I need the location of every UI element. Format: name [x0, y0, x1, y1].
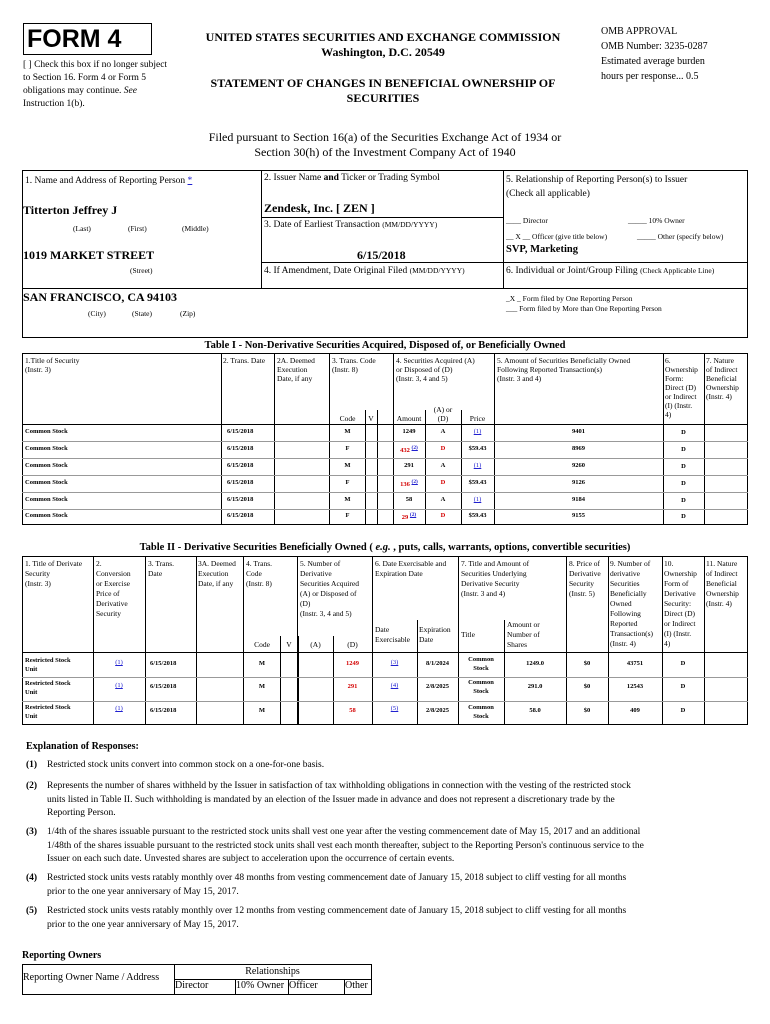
t2-exercisable-link[interactable]: (4) [390, 682, 399, 689]
filing-option-one[interactable]: _X _ Form filed by One Reporting Person [506, 294, 633, 303]
table-row [22, 493, 748, 509]
table-row [22, 425, 748, 441]
footnote-num: (5) [26, 906, 38, 916]
t2-date: 6/15/2018 [150, 683, 177, 690]
state-label: (State) [132, 309, 152, 318]
t1-footnote-link[interactable]: (2) [411, 445, 418, 451]
t1-amount: 1249 [402, 428, 416, 435]
director-header: Director [175, 980, 209, 991]
t1-owned: 8969 [572, 445, 585, 452]
t2-h4: 4. Trans. Code (Instr. 8) [246, 559, 273, 588]
t1-amount: 136 $^{(2)}$ [400, 479, 418, 489]
t1-date: 6/15/2018 [227, 445, 254, 452]
t1-ad: D [440, 479, 446, 486]
t2-disposed: 58 [349, 707, 356, 714]
t2-form: D [680, 660, 686, 667]
footnote-line: Issuer on each such date. Unvested shares are subject to acceleration upon the occurrence of certain events. [47, 854, 455, 864]
t2-h5: 5. Number of Derivative Securities Acquired (A) or Disposed of (D) (Instr. 3, 4 and 5) [300, 559, 359, 618]
t2-h6: 6. Date Exercisable and Expiration Date [375, 559, 447, 578]
table1-title: Table I - Non-Derivative Securities Acquired, Disposed of, or Beneficially Owned [204, 340, 566, 351]
t1-sub-price: Price [469, 414, 486, 423]
table-row [22, 653, 748, 677]
t1-price[interactable]: (1) [473, 496, 482, 503]
t2-price: $0 [583, 660, 591, 667]
t2-sub-amount: Amount or Number of Shares [507, 620, 540, 649]
ten-owner-header: 10% Owner [236, 980, 285, 991]
t1-h-code: 3. Trans. Code (Instr. 8) [332, 356, 376, 374]
zip-label: (Zip) [180, 309, 196, 318]
t2-expiration: 2/8/2025 [425, 707, 450, 714]
footnote-line: units listed in Table II. Such withholding is mandated by an election of the Issuer made in advance and does not represent a discretionary trade by the [47, 794, 615, 805]
t1-amount: 58 [405, 496, 413, 503]
relationship-label: 5. Relationship of Reporting Person(s) to Issuer (Check all applicable) [506, 175, 688, 199]
t1-owned: 9155 [572, 512, 585, 519]
t1-sub-amount: Amount [396, 414, 422, 423]
first-label: (First) [128, 224, 147, 233]
t2-sub-d: (D) [347, 640, 358, 649]
t1-ad: A [440, 462, 446, 469]
t1-form: D [681, 480, 686, 487]
t1-code: M [344, 496, 351, 503]
t1-code: F [345, 512, 350, 519]
footnote-line: Reporting Person. [47, 808, 116, 818]
earliest-date-label: 3. Date of Earliest Transaction (MM/DD/YYYY) [264, 220, 438, 230]
t2-title: Common Stock [468, 679, 494, 695]
t2-h2: 2. Conversion or Exercise Price of Derivative Security [96, 559, 131, 618]
t1-h-deemed: 2A. Deemed Execution Date, if any [277, 356, 315, 383]
t1-code: F [345, 479, 350, 486]
t2-security: Restricted Stock Unit [25, 657, 71, 673]
t2-h10: 10. Ownership Form of Derivative Security: Direct (D) or Indirect (I) (Instr. 4) [664, 559, 697, 648]
footnote-line: Restricted stock units vests ratably monthly over 12 months from vesting commencement date of January 15, 2018 subject to cliff vesting for all months [47, 906, 627, 916]
t2-code: M [258, 683, 266, 690]
amendment-label: 4. If Amendment, Date Original Filed (MM/DD/YYYY) [264, 266, 465, 276]
t2-sub-a: (A) [310, 640, 321, 649]
footnote-num: (1) [26, 760, 38, 770]
t1-date: 6/15/2018 [227, 462, 254, 469]
t2-title: Common Stock [468, 704, 494, 720]
t2-shares: 291.0 [527, 683, 543, 690]
footnote-line: Restricted stock units vests ratably monthly over 48 months from vesting commencement date of January 15, 2018 subject to cliff vesting for all months [47, 873, 627, 883]
t1-price[interactable]: (1) [473, 428, 482, 435]
middle-label: (Middle) [182, 224, 209, 233]
reporting-person-label: 1. Name and Address of Reporting Person * [25, 176, 193, 186]
t1-h-owned: 5. Amount of Securities Beneficially Owned Following Reported Transaction(s) (Instr. 3 and 4) [497, 356, 631, 383]
relationships-header: Relationships [245, 966, 300, 977]
t1-security: Common Stock [25, 428, 68, 435]
t2-price: $0 [583, 707, 591, 714]
t2-h8: 8. Price of Derivative Security (Instr. 5) [569, 559, 601, 598]
reporting-owners-title: Reporting Owners [22, 950, 102, 961]
t2-sub-exercisable: Date Exercisable [375, 625, 410, 644]
t1-owned: 9184 [572, 496, 585, 503]
statement-title: STATEMENT OF CHANGES IN BENEFICIAL OWNERSHIP OF SECURITIES [210, 76, 556, 105]
table-row [22, 459, 748, 475]
t1-code: F [345, 445, 350, 452]
form-title-box [23, 23, 152, 55]
table-row [22, 702, 748, 724]
table2-title: Table II - Derivative Securities Beneficially Owned ( e.g. , puts, calls, warrants, options, convertible securities) [139, 542, 631, 553]
footnote-num: (2) [26, 781, 38, 791]
t1-date: 6/15/2018 [227, 496, 254, 503]
t1-amount: 291 [404, 462, 414, 469]
t2-exercisable-link[interactable]: (5) [390, 705, 399, 712]
table-row [22, 476, 748, 492]
t1-amount: 29 $^{(2)}$ [401, 512, 417, 522]
footnote-line: prior to the one year anniversary of May 15, 2017. [47, 919, 239, 930]
t1-form: D [681, 497, 686, 504]
t1-owned: 9126 [572, 479, 585, 486]
t2-sub-code: Code [254, 640, 270, 649]
filing-option-more[interactable]: ___ Form filed by More than One Reporting Person [506, 304, 662, 313]
t1-security: Common Stock [25, 479, 68, 486]
filing-label: 6. Individual or Joint/Group Filing (Check Applicable Line) [506, 266, 715, 276]
reporting-person-name: Titterton Jeffrey J [23, 203, 118, 217]
t2-sub-expiration: Expiration Date [419, 625, 451, 644]
table-row [22, 442, 748, 458]
t2-conversion-link[interactable]: (1) [115, 682, 123, 689]
officer-title: SVP, Marketing [506, 244, 578, 255]
officer-checkbox[interactable]: __ X __ Officer (give title below) [506, 232, 608, 241]
t2-h7: 7. Title and Amount of Securities Underlying Derivative Security (Instr. 3 and 4) [461, 559, 530, 598]
t1-form: D [681, 463, 686, 470]
t2-sub-title: Title [461, 630, 475, 639]
footnote-line: prior to the one year anniversary of May 15, 2017. [47, 886, 239, 897]
t2-date: 6/15/2018 [150, 707, 177, 714]
footnote [26, 759, 746, 773]
footnote-num: (4) [26, 873, 38, 883]
t1-ad: D [440, 512, 446, 519]
t2-h1: 1. Title of Derivate Security (Instr. 3) [25, 559, 83, 588]
t2-owned: 43751 [626, 660, 644, 667]
t1-form: D [681, 446, 686, 453]
t1-security: Common Stock [25, 445, 68, 452]
other-checkbox[interactable]: _____ Other (specify below) [637, 232, 724, 241]
t1-ad: D [440, 445, 446, 452]
city-label: (City) [88, 309, 106, 318]
footnote-line: 1/48th of the shares issuable pursuant to the restricted stock units shall vest each month thereafter, subject to the Reporting Person's continuous service to the [47, 840, 644, 851]
t1-price: $59.43 [468, 479, 487, 486]
t1-sub-v: V [368, 414, 374, 423]
t1-date: 6/15/2018 [227, 428, 254, 435]
t2-expiration: 8/1/2024 [425, 660, 450, 667]
footnote [26, 826, 746, 867]
t2-disposed: 291 [347, 683, 358, 690]
t2-security: Restricted Stock Unit [25, 680, 71, 696]
t1-h-acquired: 4. Securities Acquired (A) or Disposed of (D) (Instr. 3, 4 and 5) [396, 356, 475, 383]
t1-price: $59.43 [468, 445, 487, 452]
t1-sub-code: Code [339, 414, 356, 423]
t1-code: M [344, 462, 351, 469]
t1-ad: A [440, 496, 446, 503]
check-box-text[interactable]: [ ] Check this box if no longer subject to Section 16. Form 4 or Form 5 obligations may continue. See Instruction 1(b). [23, 60, 168, 109]
t2-form: D [680, 683, 686, 690]
t2-code: M [258, 660, 266, 667]
footnote [26, 872, 746, 899]
t2-shares: 1249.0 [526, 660, 544, 667]
t2-expiration: 2/8/2025 [425, 683, 450, 690]
t2-code: M [258, 707, 266, 714]
t2-conversion-link[interactable]: (1) [115, 659, 123, 666]
other-header: Other [345, 980, 368, 991]
form-title: FORM 4 [27, 25, 122, 53]
t2-h11: 11. Nature of Indirect Beneficial Ownership (Instr. 4) [706, 559, 739, 608]
t2-owned: 409 [630, 707, 640, 714]
t2-exercisable-link[interactable]: (3) [390, 659, 399, 666]
t1-form: D [681, 513, 686, 520]
t1-form: D [681, 429, 686, 436]
earliest-date-value: 6/15/2018 [357, 248, 406, 262]
t1-security: Common Stock [25, 496, 68, 503]
t2-disposed: 1249 [346, 660, 359, 667]
table-row [22, 510, 748, 524]
t1-h-date: 2. Trans. Date [223, 356, 266, 365]
t2-date: 6/15/2018 [150, 660, 177, 667]
t2-security: Restricted Stock Unit [25, 704, 71, 720]
officer-header: Officer [289, 980, 318, 991]
t1-date: 6/15/2018 [227, 512, 254, 519]
t1-h-title: 1.Title of Security (Instr. 3) [25, 356, 80, 374]
last-label: (Last) [73, 224, 91, 233]
t1-h-nature: 7. Nature of Indirect Beneficial Ownership (Instr. 4) [706, 356, 739, 401]
footnote-line: Represents the number of shares withheld by the Issuer in satisfaction of tax withholding obligations in connection with the vesting of the restricted stock [47, 781, 631, 791]
t1-h-form: 6. Ownership Form: Direct (D) or Indirect (I) (Instr. 4) [665, 356, 698, 419]
t1-code: M [344, 428, 351, 435]
ten-percent-checkbox[interactable]: _____ 10% Owner [628, 216, 685, 225]
t2-h9: 9. Number of derivative Securities Beneficially Owned Following Reported Transaction(s) (Instr. 4) [610, 559, 654, 648]
t1-price: $59.43 [468, 512, 487, 519]
city-value: SAN FRANCISCO, CA 94103 [23, 290, 178, 304]
street-label: (Street) [130, 266, 153, 275]
t2-owned: 12543 [626, 683, 644, 690]
t2-price: $0 [583, 683, 591, 690]
t2-h3: 3. Trans. Date [148, 559, 175, 578]
street-value: 1019 MARKET STREET [23, 248, 155, 262]
reporting-owners-table [22, 964, 372, 995]
t2-sub-v: V [286, 640, 292, 649]
t1-security: Common Stock [25, 462, 68, 469]
t2-form: D [680, 707, 686, 714]
issuer-value: Zendesk, Inc. [ ZEN ] [264, 201, 375, 215]
t1-date: 6/15/2018 [227, 479, 254, 486]
issuer-label: 2. Issuer Name and Ticker or Trading Symbol [264, 173, 440, 183]
t2-conversion-link[interactable]: (1) [115, 705, 123, 712]
owner-name-header: Reporting Owner Name / Address [23, 972, 160, 983]
t1-owned: 9260 [572, 462, 585, 469]
footnote-line: 1/4th of the shares issuable pursuant to the restricted stock units shall vest one year after the vesting commencement date of May 15, 2017 and an additional [47, 827, 641, 837]
filed-pursuant: Filed pursuant to Section 16(a) of the Securities Exchange Act of 1934 or Section 30(h) of the Investment Company Act of 1940 [208, 130, 562, 159]
table-row [22, 678, 748, 701]
t2-shares: 58.0 [529, 707, 541, 714]
t1-footnote-link[interactable]: (2) [409, 512, 417, 518]
t1-amount: 432 $^{(2)}$ [400, 445, 418, 455]
omb-approval: OMB APPROVAL OMB Number: 3235-0287 Estimated average burden hours per response... 0.5 [601, 26, 708, 82]
footnote-num: (3) [26, 827, 38, 837]
footnote [26, 780, 746, 821]
t1-ad: A [440, 428, 446, 435]
agency-title: UNITED STATES SECURITIES AND EXCHANGE COMMISSION Washington, D.C. 20549 [205, 30, 561, 59]
t2-h3a: 3A. Deemed Execution Date, if any [198, 559, 236, 588]
explanation-title: Explanation of Responses: [26, 741, 139, 752]
t1-footnote-link[interactable]: (2) [411, 479, 418, 485]
t1-owned: 9401 [572, 428, 585, 435]
t1-security: Common Stock [25, 512, 68, 519]
footnote-line: Restricted stock units convert into common stock on a one-for-one basis. [47, 760, 325, 770]
t2-title: Common Stock [468, 656, 494, 672]
footnote [26, 905, 746, 932]
t1-sub-ad: (A) or (D) [433, 405, 453, 423]
director-checkbox[interactable]: ____ Director [506, 216, 548, 225]
t1-price[interactable]: (1) [473, 462, 482, 469]
